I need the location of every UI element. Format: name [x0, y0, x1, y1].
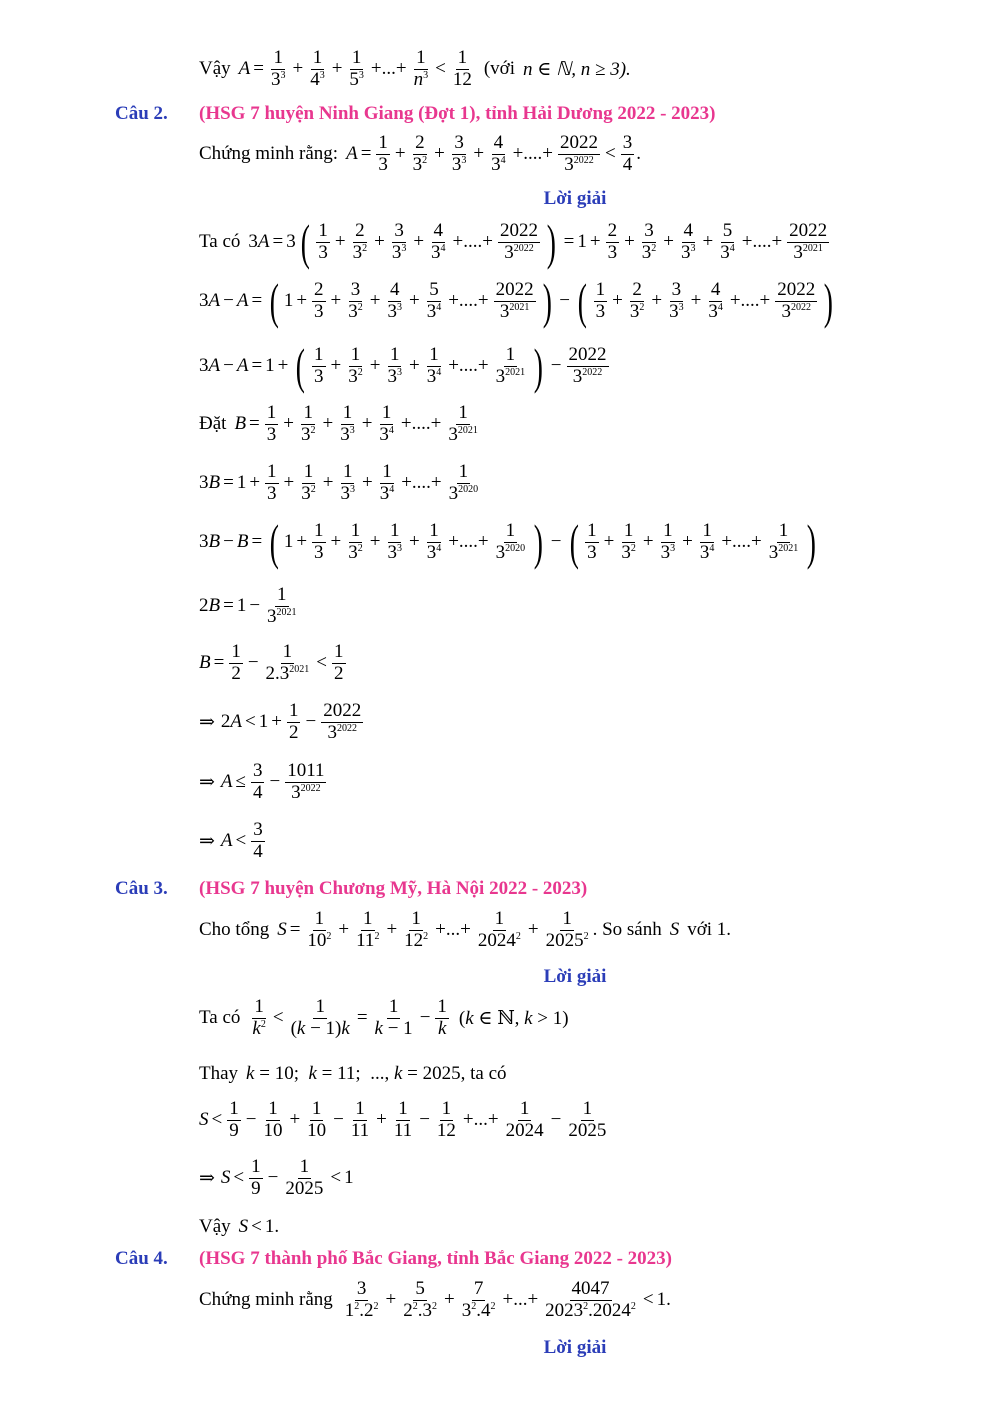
q3-step-5: Vậy S < 1. — [199, 1216, 280, 1237]
q3-step-1: Ta có 1 $k^2$ < $\frac{1}{(k - 1)k}$ = $\frac{1}{k - 1}$ − $\frac{1}{k}$ (k ∈ ℕ, k > 1) — [199, 996, 569, 1039]
thay-text: Thay — [199, 1063, 239, 1084]
q2-step-5: 3B = 1 + $\frac{1}{3}$ + $\frac{1}{3^2}$ + $\frac{1}{3^3}$ + $\frac{1}{3^4}$ +....+ $\frac{1}{3^{2020}}$ — [199, 461, 479, 504]
q3-statement: Cho tổng S = $\frac{1}{10^2}$ + $\frac{1}{11^2}$ + $\frac{1}{12^2}$ +...+ $\frac{1}{2024^2}$ + $\frac{1}{2025^2}$ . So sánh S với 1. — [199, 908, 732, 951]
q2-step-9: ⇒ 2A < 1 + $\frac{1}{2}$ − $\frac{2022}{3^{2022}}$ — [199, 700, 362, 743]
intro-voi: (với — [483, 58, 515, 80]
question-4-label: Câu 4. — [115, 1248, 168, 1269]
ta-co-text: Ta có — [199, 1007, 241, 1029]
ta-co-text: Ta có — [199, 231, 241, 252]
q2-prompt: Chứng minh rằng: — [199, 143, 339, 165]
dat-text: Đặt — [199, 413, 227, 435]
ta-co-end-text: , ta có — [460, 1063, 507, 1084]
intro-vay: Vậy — [199, 58, 231, 80]
q2-statement: Chứng minh rằng: A = $\frac{1}{3}$ + $\frac{2}{3^2}$ + $\frac{3}{3^3}$ + $\frac{4}{3^4}$ +....+ $\frac{2022}{3^{2022}}$ < 3 4 . — [199, 132, 641, 175]
intro-condition: n ∈ ℕ, n ≥ 3). — [522, 58, 631, 80]
q3-prompt-after2: với 1. — [687, 919, 732, 941]
q3-step-3: S < 1 9 − $\frac{1}{10}$ + $\frac{1}{10}$ − $\frac{1}{11}$ + $\frac{1}{11}$ − $\frac{1}{12}$ +...+ $\frac{1}{2024}$ − $\frac{1}{2025}$ — [199, 1098, 607, 1141]
question-3-label: Câu 3. — [115, 878, 168, 899]
q2-step-10: ⇒ A ≤ $\frac{3}{4}$ − $\frac{1011}{3^{2022}}$ — [199, 760, 325, 803]
q2-step-8: B = $\frac{1}{2}$ − $\frac{1}{2.3^{2021}}$ < 1 2 — [199, 641, 344, 684]
question-2-title: (HSG 7 huyện Ninh Giang (Đợt 1), tỉnh Hải Dương 2022 - 2023) — [199, 103, 716, 124]
q3-solution-label: Lời giải — [543, 966, 607, 987]
question-2-label: Câu 2. — [115, 103, 168, 124]
q2-step-7: 2B = 1 − $\frac{1}{3^{2021}}$ — [199, 584, 297, 627]
q2-step-4: Đặt B = $\frac{1}{3}$ + $\frac{1}{3^2}$ + $\frac{1}{3^3}$ + $\frac{1}{3^4}$ +....+ $\frac{1}{3^{2021}}$ — [199, 402, 478, 445]
q4-statement: Chứng minh rằng 3 $1^2.2^2$ + $\frac{5}{2^2.3^2}$ + $\frac{7}{3^2.4^2}$ +...+ $\frac{4047}{2023^2.2024^2}$ < 1. — [199, 1278, 671, 1321]
q3-step-4: ⇒ S < 1 9 − $\frac{1}{2025}$ < 1 — [199, 1156, 354, 1199]
q2-step-1: Ta có 3A = 3 ( 1 3 + $\frac{2}{3^2}$ + $\frac{3}{3^3}$ + $\frac{4}{3^4}$ +....+ $\frac{2022}{3^{2022}}$ ) = 1 + $\frac{2}{3}$ + $\frac{3}{3^2}$ + $\frac{4}{3^3}$ + $\frac{5}{3^4}$ +....+ $\frac{2022}{3^{2021}}$ — [199, 214, 828, 270]
q2-solution-label: Lời giải — [543, 188, 607, 209]
q2-step-6: 3B − B = ( 1 + $\frac{1}{3}$ + $\frac{1}{3^2}$ + $\frac{1}{3^3}$ + $\frac{1}{3^4}$ +....+ $\frac{1}{3^{2020}}$ ) − ( 1 3 + $\frac{1}{3^2}$ + $\frac{1}{3^3}$ + $\frac{1}{3^4}$ +....+ $\frac{1}{3^{2021}}$ ) — [199, 514, 817, 570]
q2-step-2: 3A − A = ( 1 + $\frac{2}{3}$ + $\frac{3}{3^2}$ + $\frac{4}{3^3}$ + $\frac{5}{3^4}$ +....+ $\frac{2022}{3^{2021}}$ ) − ( 1 3 + $\frac{2}{3^2}$ + $\frac{3}{3^3}$ + $\frac{4}{3^4}$ +....+ $\frac{2022}{3^{2022}}$ ) — [199, 273, 834, 329]
q2-step-11: ⇒ A < 3 4 — [199, 819, 263, 862]
q3-prompt-after: . So sánh — [592, 919, 662, 941]
question-4-title: (HSG 7 thành phố Bắc Giang, tỉnh Bắc Giang 2022 - 2023) — [199, 1248, 672, 1269]
vay-text: Vậy — [199, 1216, 231, 1237]
q2-step-3: 3A − A = 1 + ( 1 3 + $\frac{1}{3^2}$ + $\frac{1}{3^3}$ + $\frac{1}{3^4}$ +....+ $\frac{1}{3^{2021}}$ ) − $\frac{2022}{3^{2022}}$ — [199, 338, 607, 394]
intro-line: Vậy A = $\frac{1}{3^3}$ + $\frac{1}{4^3}$ + $\frac{1}{5^3}$ +...+ $\frac{1}{n^3}$ < 1 12 (với n ∈ ℕ, n ≥ 3). — [199, 47, 631, 90]
question-3-title: (HSG 7 huyện Chương Mỹ, Hà Nội 2022 - 2023) — [199, 878, 588, 899]
q4-prompt: Chứng minh rằng — [199, 1289, 333, 1311]
q4-solution-label: Lời giải — [543, 1337, 607, 1358]
q3-step-2: Thay k = 10; k = 11; ..., k = 2025 , ta có — [199, 1063, 507, 1084]
q3-prompt: Cho tổng — [199, 919, 270, 941]
